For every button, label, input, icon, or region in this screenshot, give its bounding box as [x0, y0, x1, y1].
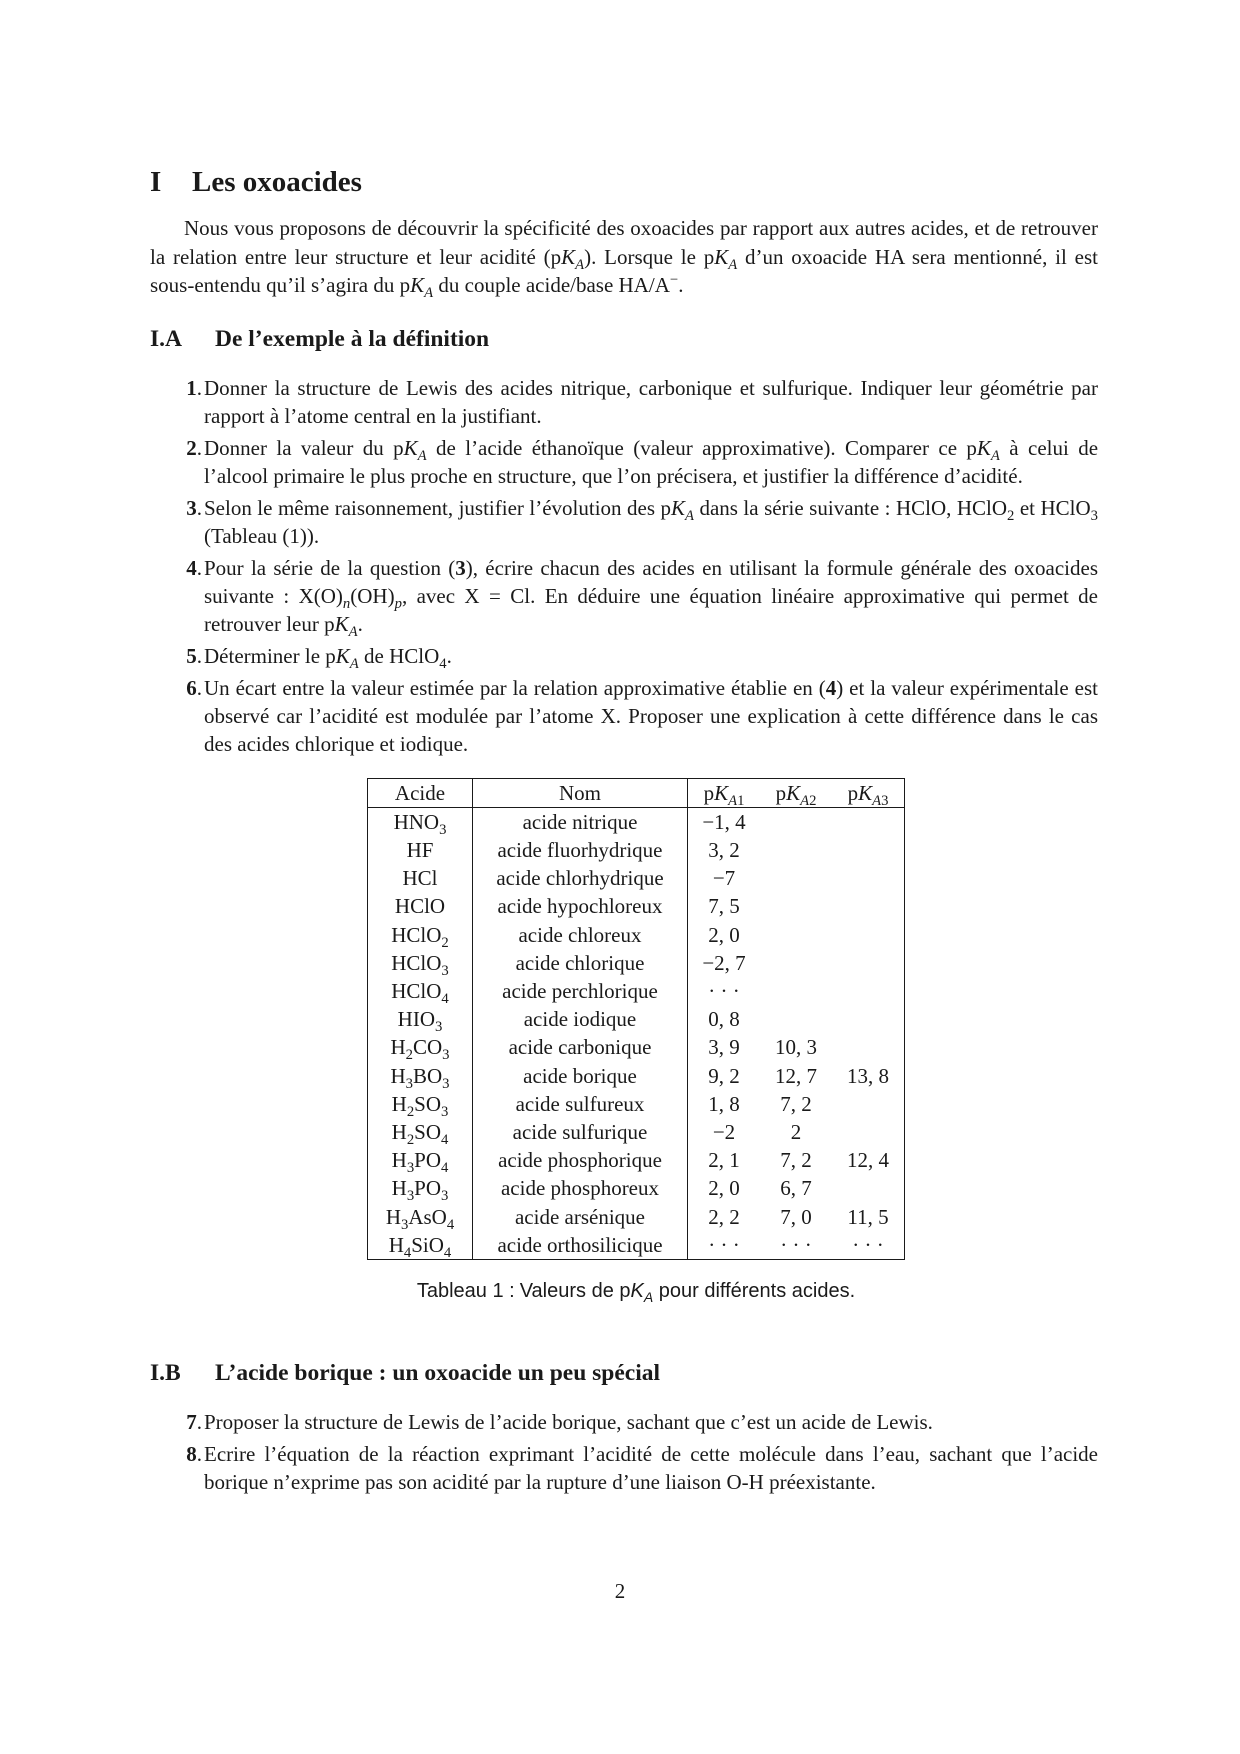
table-cell-acid: $H_3AsO_4$ — [368, 1203, 473, 1231]
section-number: I — [150, 166, 162, 198]
question-item — [150, 494, 1098, 550]
table-cell-pka3 — [832, 1033, 905, 1061]
question-text: Selon le même raisonnement, justifier l’évolution des $pK_A$ dans la série suivante : HClO, HClO$_2$ et HClO$_3$ (Tableau (1)). — [204, 495, 1098, 548]
question-text: Proposer la structure de Lewis de l’acide borique, sachant que c’est un acide de Lewis. — [204, 1409, 933, 1434]
table-cell-pka2 — [760, 977, 832, 1005]
table-cell-pka3 — [832, 864, 905, 892]
question-item — [150, 434, 1098, 490]
table-cell-acid: $H_2SO_3$ — [368, 1090, 473, 1118]
table-row — [368, 921, 905, 949]
table-cell-acid: HCl — [368, 864, 473, 892]
table-cell-acid: $HNO_3$ — [368, 807, 473, 836]
question-text: Donner la structure de Lewis des acides nitrique, carbonique et sulfurique. Indiquer leur géométrie par rapport à l’atome central en la justifiant. — [204, 375, 1098, 428]
question-list-b — [150, 1408, 1098, 1496]
question-item — [150, 642, 1098, 670]
table-cell-pka2 — [760, 921, 832, 949]
subsection-a-title: De l’exemple à la définition — [215, 325, 490, 352]
table-cell-pka1: · · · — [708, 978, 740, 1003]
column-header: $pK_{A1}$ — [688, 778, 761, 807]
table-cell-pka3 — [832, 1118, 905, 1146]
table-caption — [174, 1278, 1098, 1304]
table-cell-acid: $HIO_3$ — [368, 1005, 473, 1033]
table-cell-pka1: −2 — [712, 1119, 736, 1144]
table-cell-pka2 — [760, 949, 832, 977]
question-number: 2 . — [174, 434, 202, 462]
table-cell-pka3 — [832, 1174, 905, 1202]
column-header: Nom — [473, 778, 688, 807]
table-cell-name: acide arsénique — [473, 1203, 688, 1231]
question-number: 1 . — [174, 374, 202, 402]
question-number: 3 . — [174, 494, 202, 522]
question-item — [150, 374, 1098, 430]
table-row — [368, 1174, 905, 1202]
caption-text: Valeurs de $pK_A$ pour différents acides. — [519, 1279, 856, 1305]
question-number: 8 . — [174, 1440, 202, 1468]
table-cell-pka2 — [760, 864, 832, 892]
table-cell-pka1: 2, 1 — [708, 1148, 740, 1173]
question-text: Déterminer le $pK_A$ de HClO$_4$. — [204, 643, 452, 672]
table-cell-pka2: · · · — [780, 1232, 812, 1257]
table-cell-name: acide phosphorique — [473, 1146, 688, 1174]
subsection-b-title: L’acide borique : un oxoacide un peu spécial — [215, 1359, 661, 1386]
question-text: Donner la valeur du $pK_A$ de l’acide éthanoïque (valeur approximative). Comparer ce $pK_A$ à celui de l’alcool primaire le plus proche en structure, que l’on précisera, et justifier la différence d’acidité. — [204, 435, 1099, 488]
question-number: 4 . — [174, 554, 202, 582]
table-cell-name: acide phosphoreux — [473, 1174, 688, 1202]
table-cell-pka2: 7, 0 — [780, 1204, 812, 1229]
table-cell-pka3: 13, 8 — [847, 1063, 889, 1088]
table-cell-name: acide chlorique — [473, 949, 688, 977]
table-row — [368, 864, 905, 892]
table-cell-pka2: 2 — [790, 1119, 802, 1144]
table-cell-name: acide sulfureux — [473, 1090, 688, 1118]
table-cell-pka3: 12, 4 — [847, 1148, 889, 1173]
table-cell-pka3 — [832, 807, 905, 836]
question-item — [150, 674, 1098, 758]
table-cell-pka3 — [832, 921, 905, 949]
intro-paragraph: Nous vous proposons de découvrir la spécificité des oxoacides par rapport aux autres acides, et de retrouver la relation entre leur structure et leur acidité $(pK_A)$. Lorsque le $pK_A$ d’un oxoacide HA sera mentionné, il est sous-entendu qu’il s’agira du $pK_A$ du couple acide/base HA/A−. — [150, 216, 1098, 302]
page-body — [150, 164, 1098, 1500]
table-cell-pka3 — [832, 949, 905, 977]
table-cell-pka1: 7, 5 — [708, 894, 740, 919]
table-row — [368, 1231, 905, 1260]
table-cell-pka2: 7, 2 — [780, 1148, 812, 1173]
question-list-a — [150, 374, 1098, 758]
table-cell-pka3 — [832, 836, 905, 864]
table-cell-acid: HClO — [368, 892, 473, 920]
table-cell-pka1: 0, 8 — [708, 1007, 740, 1032]
table-cell-pka2: 12, 7 — [775, 1063, 817, 1088]
table-row — [368, 807, 905, 836]
table-cell-pka2: 10, 3 — [775, 1035, 817, 1060]
table-cell-name: acide sulfurique — [473, 1118, 688, 1146]
table-wrapper — [150, 778, 1098, 1260]
table-row — [368, 1033, 905, 1061]
question-number: 7 . — [174, 1408, 202, 1436]
table-body — [368, 807, 905, 1259]
table-cell-name: acide fluorhydrique — [473, 836, 688, 864]
table-cell-pka1: · · · — [708, 1232, 740, 1257]
table-cell-name: acide chlorhydrique — [473, 864, 688, 892]
subsection-a-number: I.A — [150, 325, 182, 352]
table-cell-acid: $H_3PO_4$ — [368, 1146, 473, 1174]
table-cell-pka1: −1, 4 — [702, 809, 746, 834]
pka-table — [367, 778, 905, 1260]
subsection-a-heading — [150, 324, 1098, 354]
table-cell-acid: $H_2CO_3$ — [368, 1033, 473, 1061]
page-number: 2 — [614, 1579, 626, 1603]
table-row — [368, 1203, 905, 1231]
table-row — [368, 1146, 905, 1174]
table-header-row — [368, 778, 905, 807]
table-cell-pka2 — [760, 892, 832, 920]
table-cell-pka3 — [832, 977, 905, 1005]
table-cell-pka3 — [832, 892, 905, 920]
table-cell-pka1: 3, 2 — [708, 837, 740, 862]
table-row — [368, 1090, 905, 1118]
table-cell-pka2: 7, 2 — [780, 1091, 812, 1116]
table-cell-pka1: −7 — [712, 866, 736, 891]
table-cell-pka2 — [760, 836, 832, 864]
table-row — [368, 1005, 905, 1033]
table-row — [368, 836, 905, 864]
table-cell-pka1: 3, 9 — [708, 1035, 740, 1060]
table-cell-pka2 — [760, 807, 832, 836]
question-number: 5 . — [174, 642, 202, 670]
table-cell-acid: HClO$_2$ — [368, 921, 473, 949]
question-text: Un écart entre la valeur estimée par la relation approximative établie en (4) et la valeur expérimentale est observé car l’acidité est modulée par l’atome X. Proposer une explication à cette différence dans le cas des acides chlorique et iodique. — [204, 675, 1098, 756]
section-title: Les oxoacides — [192, 166, 362, 198]
table-cell-pka2 — [760, 1005, 832, 1033]
table-cell-name: acide nitrique — [473, 807, 688, 836]
question-item — [150, 1440, 1098, 1496]
question-item — [150, 554, 1098, 638]
table-row — [368, 977, 905, 1005]
table-cell-name: acide borique — [473, 1062, 688, 1090]
table-cell-name: acide hypochloreux — [473, 892, 688, 920]
question-text: Ecrire l’équation de la réaction exprimant l’acidité de cette molécule dans l’eau, sachant que l’acide borique n’exprime pas son acidité par la rupture d’une liaison O-H préexistante. — [204, 1441, 1098, 1494]
table-cell-name: acide orthosilicique — [473, 1231, 688, 1260]
table-cell-name: acide iodique — [473, 1005, 688, 1033]
table-cell-acid: $H_3BO_3$ — [368, 1062, 473, 1090]
table-cell-pka1: −2, 7 — [702, 950, 746, 975]
table-cell-acid: $H_3PO_3$ — [368, 1174, 473, 1202]
table-cell-pka1: 1, 8 — [708, 1091, 740, 1116]
caption-label: Tableau 1 : — [416, 1279, 515, 1302]
table-cell-pka1: 2, 2 — [708, 1204, 740, 1229]
table-cell-pka3: · · · — [852, 1232, 884, 1257]
table-row — [368, 1118, 905, 1146]
table-cell-acid: HF — [368, 836, 473, 864]
table-cell-pka1: 9, 2 — [708, 1063, 740, 1088]
subsection-b-heading — [150, 1358, 1098, 1388]
section-heading — [150, 164, 1098, 200]
table-cell-pka3 — [832, 1090, 905, 1118]
table-cell-pka2: 6, 7 — [780, 1176, 812, 1201]
table-cell-acid: $H_4SiO_4$ — [368, 1231, 473, 1260]
table-cell-pka1: 2, 0 — [708, 1176, 740, 1201]
table-cell-pka3 — [832, 1005, 905, 1033]
question-text: Pour la série de la question (3), écrire chacun des acides en utilisant la formule générale des oxoacides suivante : $X(O)_n(OH)_p$, avec X = Cl. En déduire une équation linéaire approximative qui permet de retrouver leur $pK_A$. — [204, 555, 1098, 640]
question-item — [150, 1408, 1098, 1436]
table-cell-name: acide carbonique — [473, 1033, 688, 1061]
subsection-b-number: I.B — [150, 1359, 181, 1386]
table-cell-acid: HClO$_3$ — [368, 949, 473, 977]
table-cell-acid: HClO$_4$ — [368, 977, 473, 1005]
column-header: $pK_{A2}$ — [760, 778, 832, 807]
table-cell-pka3: 11, 5 — [847, 1204, 889, 1229]
table-row — [368, 892, 905, 920]
table-cell-name: acide chloreux — [473, 921, 688, 949]
column-header: $pK_{A3}$ — [832, 778, 905, 807]
table-cell-name: acide perchlorique — [473, 977, 688, 1005]
question-number: 6 . — [174, 674, 202, 702]
table-row — [368, 949, 905, 977]
table-cell-pka1: 2, 0 — [708, 922, 740, 947]
table-cell-acid: $H_2SO_4$ — [368, 1118, 473, 1146]
column-header: Acide — [368, 778, 473, 807]
table-row — [368, 1062, 905, 1090]
